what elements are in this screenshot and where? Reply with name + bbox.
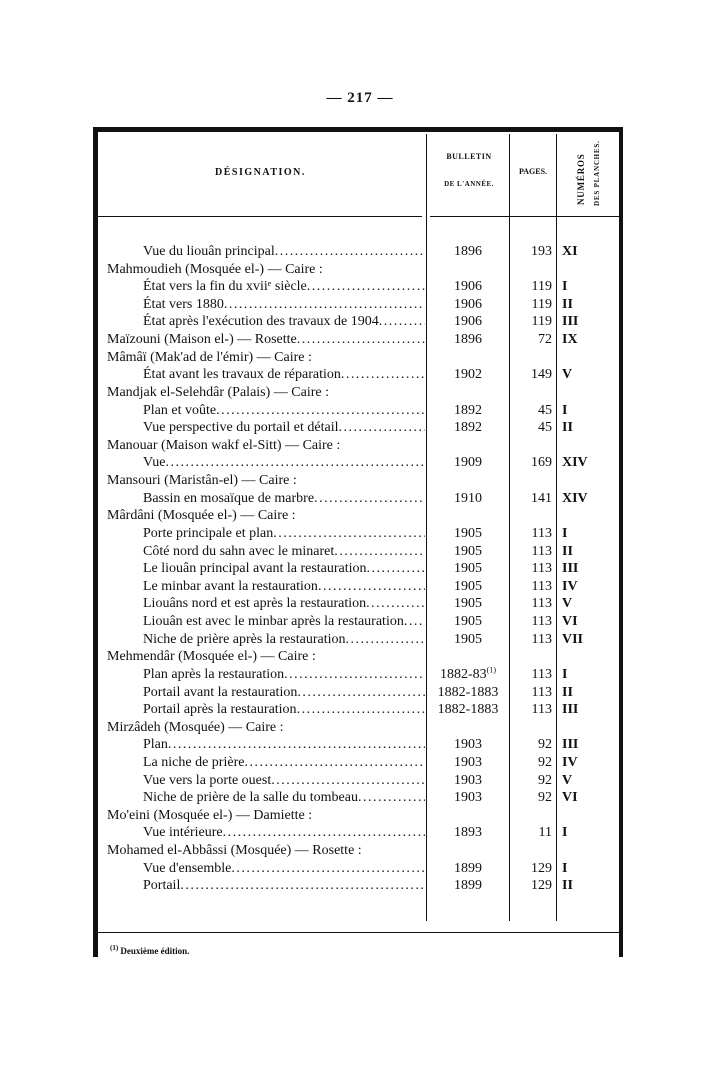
table-row xyxy=(0,684,720,701)
designation-text: Liouâns nord et est après la restauration xyxy=(143,596,367,612)
dot-leader xyxy=(346,631,425,648)
designation-text: Mansouri (Maristân-el) — Caire : xyxy=(107,473,297,489)
dot-leader xyxy=(338,419,425,436)
designation-cell xyxy=(143,860,425,877)
year-cell xyxy=(427,243,509,260)
plate-number-cell: IV xyxy=(562,578,578,594)
year-text: 1909 xyxy=(454,455,482,471)
page-cell: 45 xyxy=(538,420,552,436)
designation-text: Mo'eini (Mosquée el-) — Damiette : xyxy=(107,807,313,823)
designation-text: Côté nord du sahn avec le minaret xyxy=(143,543,335,559)
year-cell xyxy=(427,331,509,348)
table-row xyxy=(0,578,720,595)
designation-cell xyxy=(107,437,425,454)
year-text: 1905 xyxy=(454,561,482,577)
plate-number-cell: II xyxy=(562,878,573,894)
year-text: 1905 xyxy=(454,596,482,612)
dot-leader xyxy=(271,772,425,789)
year-text: 1903 xyxy=(454,737,482,753)
dot-leader xyxy=(341,366,425,383)
page-cell: 92 xyxy=(538,737,552,753)
table-row-group-heading xyxy=(0,648,720,665)
designation-cell xyxy=(143,402,425,419)
table-row xyxy=(0,543,720,560)
designation-cell xyxy=(143,490,425,507)
year-text: 1905 xyxy=(454,614,482,630)
page-cell: 92 xyxy=(538,754,552,770)
page-cell: 113 xyxy=(531,614,552,630)
designation-cell xyxy=(107,349,425,366)
designation-text: Mirzâdeh (Mosquée) — Caire : xyxy=(107,719,284,735)
designation-text: Mehmendâr (Mosquée el-) — Caire : xyxy=(107,649,316,665)
page-cell: 141 xyxy=(531,490,552,506)
designation-cell xyxy=(143,296,425,313)
designation-cell xyxy=(107,842,425,859)
designation-text: État vers 1880 xyxy=(143,296,224,312)
year-cell xyxy=(427,824,509,841)
page-cell: 119 xyxy=(531,296,552,312)
dot-leader xyxy=(358,789,425,806)
table-row xyxy=(0,613,720,630)
designation-text: État avant les travaux de réparation xyxy=(143,367,341,383)
header-numeros: NUMÉROS xyxy=(576,153,586,205)
dot-leader xyxy=(297,331,425,348)
designation-text: Portail xyxy=(143,878,181,894)
plate-number-cell: I xyxy=(562,402,568,418)
year-text: 1906 xyxy=(454,296,482,312)
dot-leader xyxy=(180,877,425,894)
dot-leader xyxy=(223,824,425,841)
table-row-group-heading xyxy=(0,842,720,859)
table-row-group-heading xyxy=(0,472,720,489)
footnote-marker: (1) xyxy=(110,944,119,952)
designation-cell xyxy=(143,525,425,542)
page-cell: 113 xyxy=(531,684,552,700)
table-row-group-heading xyxy=(0,437,720,454)
page-cell: 149 xyxy=(531,367,552,383)
year-cell xyxy=(427,402,509,419)
year-cell xyxy=(427,666,509,683)
table-row xyxy=(0,560,720,577)
table-row xyxy=(0,313,720,330)
designation-text: Mohamed el-Abbâssi (Mosquée) — Rosette : xyxy=(107,843,362,859)
designation-cell xyxy=(143,789,425,806)
designation-cell xyxy=(143,595,425,612)
dot-leader xyxy=(244,754,425,771)
designation-text: Porte principale et plan xyxy=(143,525,274,541)
designation-cell xyxy=(143,419,425,436)
year-text: 1899 xyxy=(454,860,482,876)
designation-text: Vue d'ensemble xyxy=(143,860,232,876)
year-text: 1893 xyxy=(454,825,482,841)
page-cell: 113 xyxy=(531,525,552,541)
footnote xyxy=(110,944,189,956)
table-row xyxy=(0,701,720,718)
table-row xyxy=(0,490,720,507)
year-text: 1896 xyxy=(454,332,482,348)
designation-text: Niche de prière après la restauration xyxy=(143,631,346,647)
designation-text: Le liouân principal avant la restauration xyxy=(143,561,367,577)
dot-leader xyxy=(404,613,425,630)
designation-cell xyxy=(143,560,425,577)
plate-number-cell: IX xyxy=(562,332,578,348)
table-row xyxy=(0,331,720,348)
year-text: 1899 xyxy=(454,878,482,894)
year-text: 1906 xyxy=(454,279,482,295)
dot-leader xyxy=(318,578,425,595)
year-text: 1882-83 xyxy=(440,666,487,682)
dot-leader xyxy=(165,454,425,471)
designation-text: Vue perspective du portail et détail xyxy=(143,420,339,436)
designation-text: Portail avant la restauration xyxy=(143,684,298,700)
designation-text: Mâmâï (Mak'ad de l'émir) — Caire : xyxy=(107,349,312,365)
designation-text: Liouân est avec le minbar après la restauration xyxy=(143,614,404,630)
designation-cell xyxy=(143,631,425,648)
year-text: 1903 xyxy=(454,772,482,788)
year-text: 1902 xyxy=(454,367,482,383)
year-text: 1905 xyxy=(454,525,482,541)
year-cell xyxy=(427,525,509,542)
plate-number-cell: V xyxy=(562,367,573,383)
page-number: — 217 — xyxy=(326,90,394,106)
year-cell xyxy=(427,860,509,877)
plate-number-cell: IV xyxy=(562,754,578,770)
year-text: 1882-1883 xyxy=(437,702,499,718)
designation-cell xyxy=(143,824,425,841)
table-row xyxy=(0,631,720,648)
designation-cell xyxy=(143,666,425,683)
designation-cell xyxy=(107,331,425,348)
table-row xyxy=(0,754,720,771)
header-designation: DÉSIGNATION. xyxy=(215,167,306,178)
year-text: 1903 xyxy=(454,790,482,806)
plate-number-cell: I xyxy=(562,525,568,541)
page-cell: 169 xyxy=(531,455,552,471)
designation-text: État vers la fin du xviiᵉ siècle xyxy=(143,279,307,295)
page-cell: 92 xyxy=(538,772,552,788)
designation-text: Vue xyxy=(143,455,166,471)
table-row xyxy=(0,595,720,612)
year-cell xyxy=(427,454,509,471)
table-row-group-heading xyxy=(0,507,720,524)
designation-cell xyxy=(143,754,425,771)
page-cell: 113 xyxy=(531,578,552,594)
table-row xyxy=(0,736,720,753)
footnote-reference: (1) xyxy=(486,665,496,675)
designation-cell xyxy=(107,807,425,824)
year-cell xyxy=(427,754,509,771)
designation-text: Vue du liouân principal xyxy=(143,244,275,259)
page-cell: 11 xyxy=(538,825,552,841)
designation-cell xyxy=(143,454,425,471)
dot-leader xyxy=(367,560,425,577)
plate-number-cell: III xyxy=(562,561,579,577)
year-cell xyxy=(427,789,509,806)
table-row-group-heading xyxy=(0,807,720,824)
year-text: 1905 xyxy=(454,543,482,559)
table-row-group-heading xyxy=(0,349,720,366)
year-cell xyxy=(427,543,509,560)
page-cell: 113 xyxy=(531,631,552,647)
plate-number-cell: I xyxy=(562,825,568,841)
page-cell: 113 xyxy=(531,561,552,577)
year-text: 1905 xyxy=(454,578,482,594)
dot-leader xyxy=(273,525,425,542)
designation-cell xyxy=(143,243,425,260)
year-cell xyxy=(427,595,509,612)
plate-number-cell: VI xyxy=(562,790,578,806)
page-cell: 113 xyxy=(531,702,552,718)
designation-cell xyxy=(143,772,425,789)
designation-text: Niche de prière de la salle du tombeau xyxy=(143,790,358,806)
plate-number-cell: II xyxy=(562,420,573,436)
designation-cell xyxy=(143,736,425,753)
designation-cell xyxy=(143,701,425,718)
designation-cell xyxy=(107,719,425,736)
header-des-planches: DES PLANCHES. xyxy=(593,140,601,206)
table-row-group-heading xyxy=(0,719,720,736)
year-cell xyxy=(427,560,509,577)
year-cell xyxy=(427,419,509,436)
table-row xyxy=(0,419,720,436)
page-cell: 45 xyxy=(538,402,552,418)
designation-text: Vue intérieure xyxy=(143,825,223,841)
plate-number-cell: VII xyxy=(562,631,584,647)
page-cell: 129 xyxy=(531,860,552,876)
dot-leader xyxy=(224,296,425,313)
plate-number-cell: III xyxy=(562,314,579,330)
frame-top-border xyxy=(93,127,623,132)
page-cell: 113 xyxy=(531,666,552,682)
plate-number-cell: I xyxy=(562,666,568,682)
dot-leader xyxy=(297,684,425,701)
page-cell: 72 xyxy=(538,332,552,348)
year-cell xyxy=(427,684,509,701)
designation-text: Bassin en mosaïque de marbre xyxy=(143,490,315,506)
plate-number-cell: II xyxy=(562,543,573,559)
year-cell xyxy=(427,490,509,507)
dot-leader xyxy=(168,736,425,753)
designation-cell xyxy=(143,578,425,595)
dot-leader xyxy=(216,402,425,419)
page-cell: 119 xyxy=(531,314,552,330)
table-row xyxy=(0,666,720,683)
year-cell xyxy=(427,701,509,718)
designation-cell xyxy=(107,261,425,278)
page-cell: 193 xyxy=(531,244,552,259)
plate-number-cell: III xyxy=(562,702,579,718)
designation-text: Mandjak el-Selehdâr (Palais) — Caire : xyxy=(107,384,329,400)
year-cell xyxy=(427,366,509,383)
dot-leader xyxy=(334,543,425,560)
plate-number-cell: III xyxy=(562,737,579,753)
year-cell xyxy=(427,736,509,753)
designation-text: Plan après la restauration xyxy=(143,666,285,682)
designation-text: La niche de prière xyxy=(143,754,245,770)
table-row xyxy=(0,278,720,295)
header-rule xyxy=(98,216,422,217)
plate-number-cell: XI xyxy=(562,244,578,259)
designation-cell xyxy=(143,684,425,701)
footnote-rule xyxy=(98,932,619,933)
page-cell: 129 xyxy=(531,878,552,894)
page-cell: 113 xyxy=(531,596,552,612)
designation-cell xyxy=(143,366,425,383)
designation-text: Vue vers la porte ouest xyxy=(143,772,272,788)
designation-text: Portail après la restauration xyxy=(143,702,297,718)
dot-leader xyxy=(275,243,425,260)
header-pages: PAGES. xyxy=(518,167,548,176)
plate-number-cell: II xyxy=(562,296,573,312)
designation-cell xyxy=(143,613,425,630)
year-cell xyxy=(427,631,509,648)
year-cell xyxy=(427,313,509,330)
page-cell: 113 xyxy=(531,543,552,559)
plate-number-cell: VI xyxy=(562,614,578,630)
designation-text: Plan xyxy=(143,737,168,753)
table-row xyxy=(0,824,720,841)
designation-text: Mârdâni (Mosquée el-) — Caire : xyxy=(107,508,296,524)
designation-cell xyxy=(107,472,425,489)
dot-leader xyxy=(231,860,425,877)
header-rule-right xyxy=(430,216,619,217)
page-cell: 119 xyxy=(531,279,552,295)
plate-number-cell: XIV xyxy=(562,490,588,506)
dot-leader xyxy=(284,666,425,683)
year-text: 1896 xyxy=(454,244,482,259)
year-text: 1892 xyxy=(454,402,482,418)
plate-number-cell: XIV xyxy=(562,455,588,471)
designation-text: Le minbar avant la restauration xyxy=(143,578,318,594)
designation-cell xyxy=(107,648,425,665)
year-text: 1892 xyxy=(454,420,482,436)
year-cell xyxy=(427,613,509,630)
designation-cell xyxy=(107,507,425,524)
dot-leader xyxy=(314,490,425,507)
year-text: 1905 xyxy=(454,631,482,647)
designation-text: Manouar (Maison wakf el-Sitt) — Caire : xyxy=(107,437,341,453)
table-row xyxy=(0,366,720,383)
year-text: 1903 xyxy=(454,754,482,770)
year-text: 1882-1883 xyxy=(437,684,499,700)
designation-text: Mahmoudieh (Mosquée el-) — Caire : xyxy=(107,261,323,277)
plate-number-cell: I xyxy=(562,860,568,876)
table-row xyxy=(0,243,720,260)
year-cell xyxy=(427,877,509,894)
table-row xyxy=(0,525,720,542)
plate-number-cell: I xyxy=(562,279,568,295)
plate-number-cell: V xyxy=(562,772,573,788)
header-bulletin: BULLETIN xyxy=(446,152,492,161)
table-row xyxy=(0,296,720,313)
plate-number-cell: II xyxy=(562,684,573,700)
year-text: 1910 xyxy=(454,490,482,506)
table-row xyxy=(0,789,720,806)
year-text: 1906 xyxy=(454,314,482,330)
designation-cell xyxy=(107,384,425,401)
designation-text: État après l'exécution des travaux de 1904 xyxy=(143,314,379,330)
dot-leader xyxy=(366,595,425,612)
year-cell xyxy=(427,772,509,789)
footnote-text: Deuxième édition. xyxy=(120,946,190,956)
year-cell xyxy=(427,296,509,313)
designation-cell xyxy=(143,877,425,894)
table-row xyxy=(0,860,720,877)
plate-number-cell: V xyxy=(562,596,573,612)
header-bulletin-year: DE L'ANNÉE. xyxy=(444,180,494,188)
header-plate-numbers xyxy=(557,134,619,216)
designation-cell xyxy=(143,313,425,330)
table-row-group-heading xyxy=(0,261,720,278)
dot-leader xyxy=(379,313,425,330)
designation-text: Maïzouni (Maison el-) — Rosette xyxy=(107,332,297,348)
designation-cell xyxy=(143,278,425,295)
table-row xyxy=(0,877,720,894)
designation-cell xyxy=(143,543,425,560)
table-row xyxy=(0,454,720,471)
year-cell xyxy=(427,278,509,295)
designation-text: Plan et voûte xyxy=(143,402,217,418)
year-cell xyxy=(427,578,509,595)
table-row xyxy=(0,402,720,419)
table-row-group-heading xyxy=(0,384,720,401)
dot-leader xyxy=(307,278,425,295)
dot-leader xyxy=(297,701,425,718)
table-row xyxy=(0,772,720,789)
page-cell: 92 xyxy=(538,790,552,806)
